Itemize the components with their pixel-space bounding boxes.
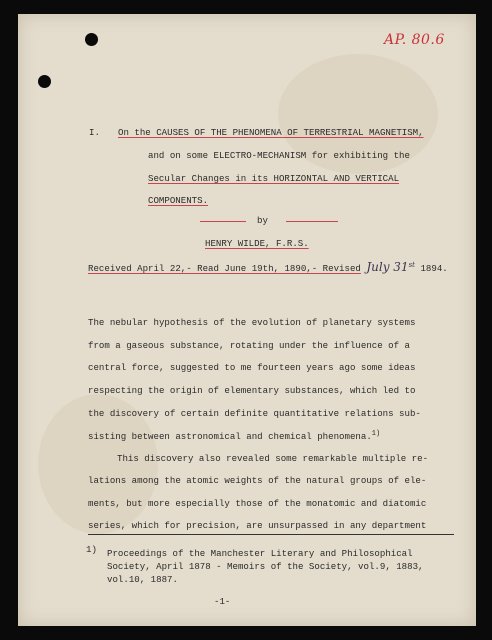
punch-hole bbox=[85, 33, 98, 46]
footnote-line: Society, April 1878 - Memoirs of the Society, vol.9, 1883, bbox=[107, 561, 424, 572]
body-line: respecting the origin of elementary substances, which led to bbox=[88, 385, 416, 396]
footnote-line: vol.10, 1887. bbox=[107, 574, 178, 585]
page-number: -1- bbox=[214, 596, 231, 607]
author-name: HENRY WILDE, F.R.S. bbox=[205, 238, 309, 249]
body-line: central force, suggested to me fourteen years ago some ideas bbox=[88, 362, 416, 373]
body-line: series, which for precision, are unsurpassed in any department bbox=[88, 520, 427, 531]
divider-right bbox=[286, 221, 338, 222]
by-label: by bbox=[257, 215, 268, 226]
document-page bbox=[18, 14, 476, 626]
footnote-rule bbox=[88, 534, 454, 535]
title-line-1: On the CAUSES OF THE PHENOMENA OF TERRESTRIAL MAGNETISM, bbox=[118, 127, 424, 138]
title-line-3: Secular Changes in its HORIZONTAL AND VERTICAL bbox=[148, 173, 400, 184]
received-year: 1894. bbox=[420, 263, 448, 274]
section-number: I. bbox=[89, 127, 100, 138]
handwritten-date-suffix: st bbox=[408, 260, 415, 269]
body-line: lations among the atomic weights of the natural groups of ele- bbox=[88, 475, 427, 486]
divider-left bbox=[200, 221, 246, 222]
body-line: The nebular hypothesis of the evolution of planetary systems bbox=[88, 317, 416, 328]
handwritten-date: July 31 bbox=[366, 260, 409, 274]
body-line: This discovery also revealed some remarkable multiple re- bbox=[117, 453, 429, 464]
body-line: ments, but more especially those of the monatomic and diatomic bbox=[88, 498, 427, 509]
punch-hole bbox=[38, 75, 51, 88]
archive-reference: AP. 80.6 bbox=[384, 32, 445, 48]
title-line-2: and on some ELECTRO-MECHANISM for exhibiting the bbox=[148, 150, 410, 161]
footnote-number: 1) bbox=[86, 544, 97, 555]
received-text: Received April 22,- Read June 19th, 1890,- Revised bbox=[88, 263, 361, 274]
body-line: from a gaseous substance, rotating under the influence of a bbox=[88, 340, 410, 351]
body-line-text: sisting between astronomical and chemical phenomena. bbox=[88, 431, 372, 443]
title-line-4: COMPONENTS. bbox=[148, 195, 209, 206]
body-line: the discovery of certain definite quantitative relations sub- bbox=[88, 408, 421, 419]
received-line bbox=[88, 260, 448, 274]
body-line bbox=[88, 430, 380, 442]
footnote-line: Proceedings of the Manchester Literary and Philosophical bbox=[107, 548, 413, 559]
footnote-marker: 1) bbox=[371, 430, 381, 438]
